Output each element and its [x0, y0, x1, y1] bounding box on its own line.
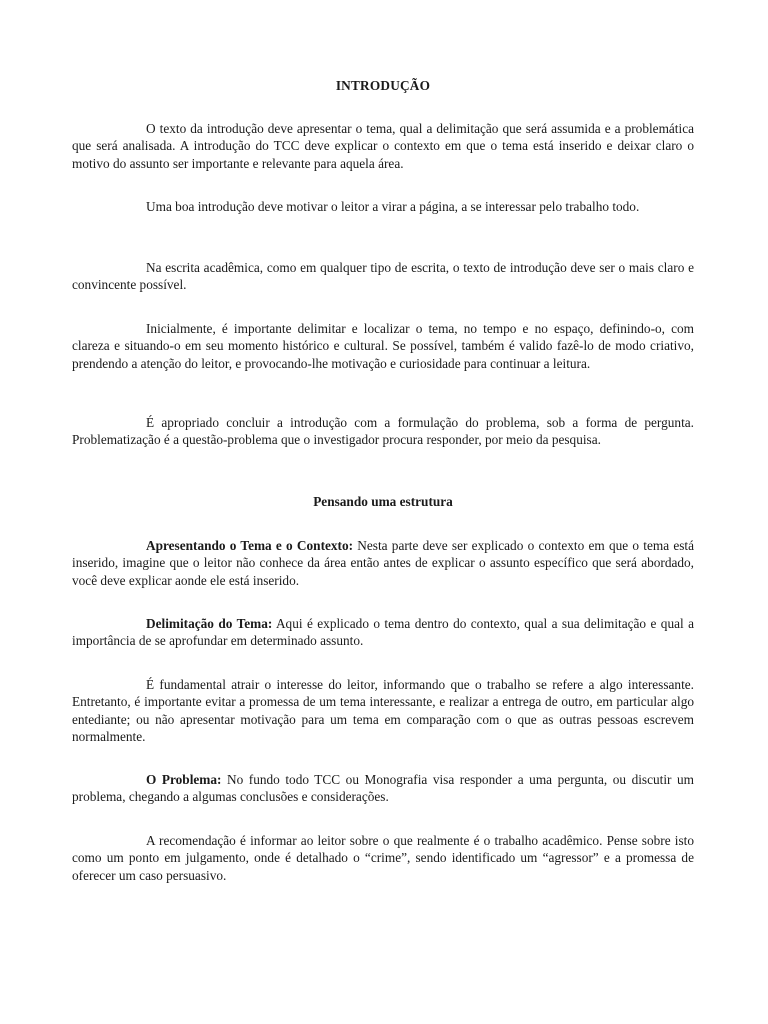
structure-item-1 [72, 537, 694, 589]
structure-item-3: É fundamental atrair o interesse do leitor, informando que o trabalho se refere a algo interessante. Entretanto, é importante evitar a promessa de um tema interessante, e realizar a entrega de outro, em particular algo entediante; ou não apresentar motivação para um tema em comparação com o que as outras pessoas escrevem normalmente. [72, 677, 694, 744]
structure-item-text: Aqui é explicado o tema dentro do contexto, qual a sua delimitação e qual a importância de se aprofundar em determinado assunto. [72, 616, 695, 649]
structure-item-5: A recomendação é informar ao leitor sobre o que realmente é o trabalho acadêmico. Pense sobre isto como um ponto em julgamento, onde é detalhado o “crime”, sendo identificado um “agressor” e a promessa de oferecer um caso persuasivo. [72, 833, 694, 883]
structure-item-lead: Delimitação do Tema: [146, 616, 273, 631]
document-title: INTRODUÇÃO [335, 78, 431, 93]
paragraph-5: É apropriado concluir a introdução com a formulação do problema, sob a forma de pergunta. Problematização é a questão-problema que o investigador procura responder, por meio da pesquisa. [72, 415, 694, 448]
structure-item-text: Nesta parte deve ser explicado o contexto em que o tema está inserido, imagine que o leitor não conhece da área então antes de explicar o assunto específico que será abordado, você deve explicar aonde ele está inserido. [72, 538, 694, 588]
paragraph-4: Inicialmente, é importante delimitar e localizar o tema, no tempo e no espaço, definindo-o, com clareza e situando-o em seu momento histórico e cultural. Se possível, também é valido fazê-lo de modo criativo, prendendo a atenção do leitor, e provocando-lhe motivação e curiosidade para continuar a leitura. [72, 321, 694, 371]
paragraph-1: O texto da introdução deve apresentar o tema, qual a delimitação que será assumida e a problemática que será analisada. A introdução do TCC deve explicar o contexto em que o tema está inserido e deixar claro o motivo do assunto ser importante e relevante para aquela área. [72, 121, 694, 171]
structure-item-text: No fundo todo TCC ou Monografia visa responder a uma pergunta, ou discutir um problema, chegando a algumas conclusões e considerações. [72, 772, 695, 805]
structure-item-lead: O Problema: [146, 772, 222, 787]
section-subtitle: Pensando uma estrutura [313, 494, 453, 509]
structure-item-lead: Apresentando o Tema e o Contexto: [146, 538, 354, 553]
paragraph-2: Uma boa introdução deve motivar o leitor a virar a página, a se interessar pelo trabalho todo. [146, 199, 640, 214]
structure-item-4 [72, 771, 694, 806]
paragraph-3: Na escrita acadêmica, como em qualquer tipo de escrita, o texto de introdução deve ser o mais claro e convincente possível. [72, 260, 694, 293]
structure-item-2 [72, 615, 694, 650]
